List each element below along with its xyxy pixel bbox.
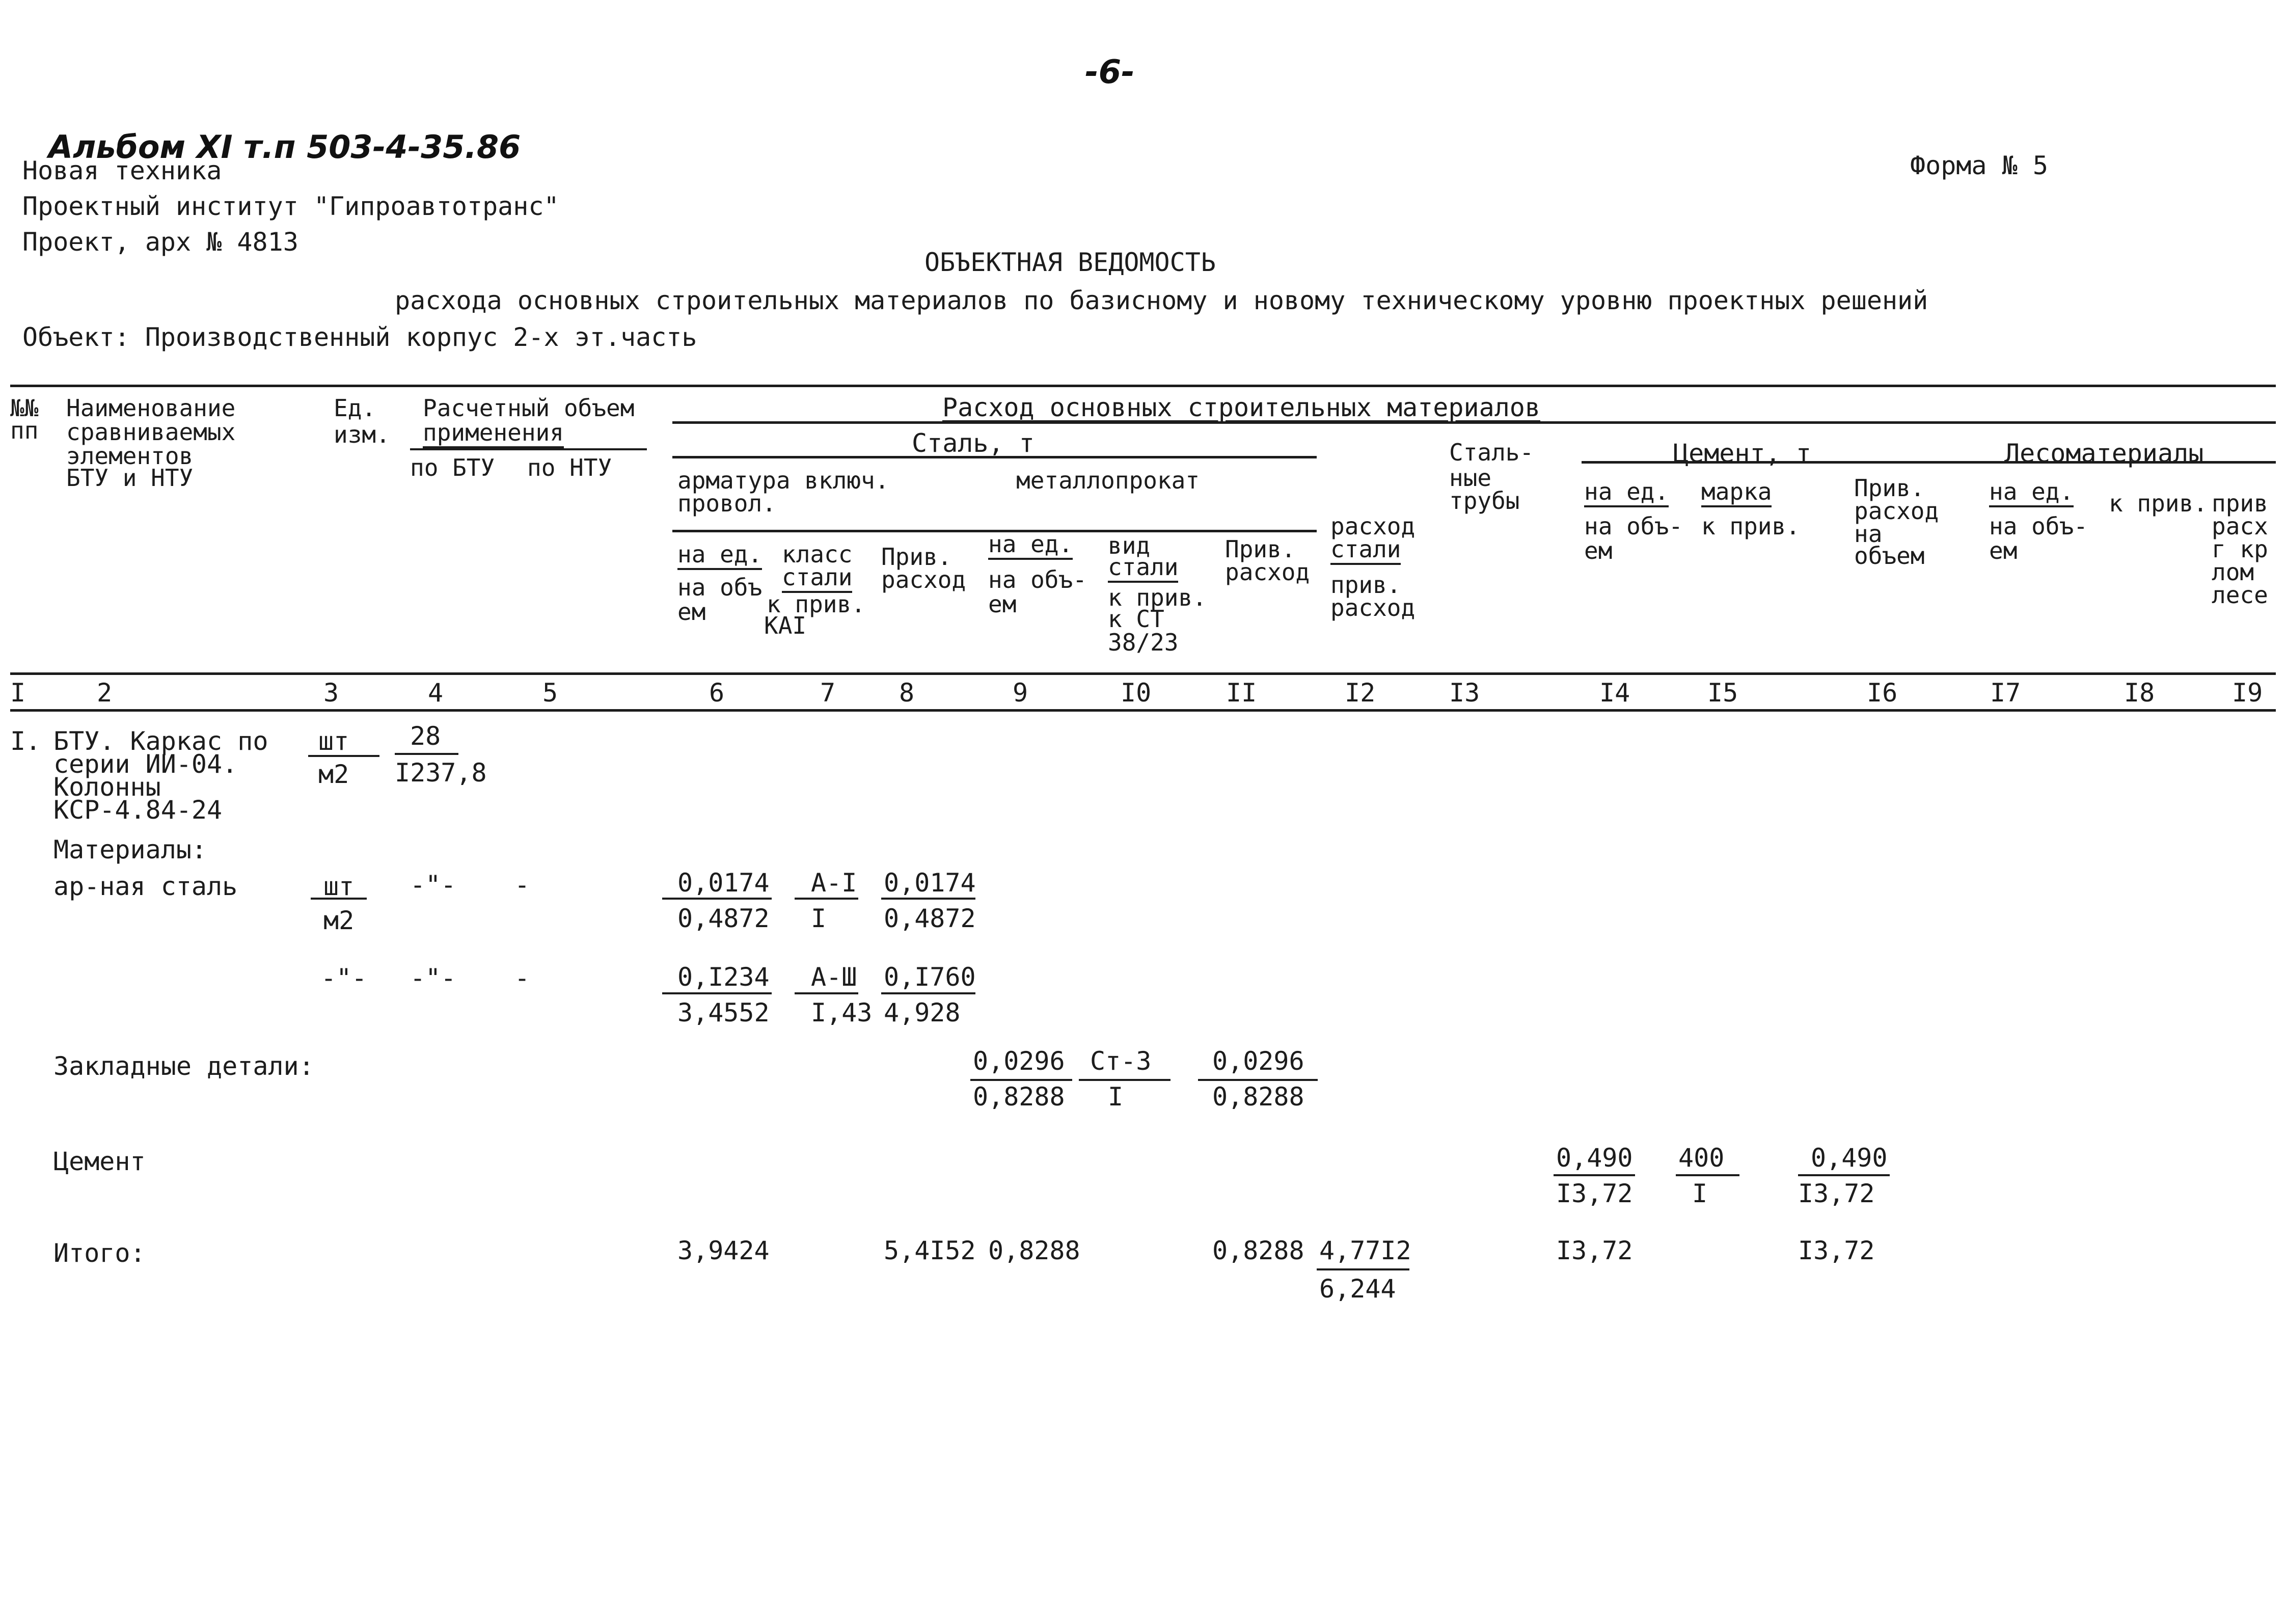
form-number: Форма № 5 xyxy=(1910,151,2048,180)
row4-col11-bottom: 0,8288 xyxy=(1212,1082,1304,1112)
les-label: Лесоматериалы xyxy=(2004,439,2204,468)
row5-col16-fraction-bar xyxy=(1798,1174,1890,1176)
col13-label-a: Сталь- xyxy=(1449,439,1534,466)
col18-label: к прив. xyxy=(2109,490,2208,517)
row3-col7-top: А-Ш xyxy=(811,962,857,992)
colnum-2: 2 xyxy=(97,678,113,708)
cement-row-label: Цемент xyxy=(53,1147,146,1176)
header-line-1: Новая техника xyxy=(22,156,222,185)
row3-col8-fraction-bar xyxy=(881,992,975,994)
colnum-1: I xyxy=(10,678,26,708)
colnum-11: II xyxy=(1226,678,1257,708)
row2-unit-bottom: м2 xyxy=(323,906,355,935)
row3-col7-fraction-bar xyxy=(795,992,858,994)
row5-col15-top: 400 xyxy=(1678,1143,1725,1173)
row4-col10-bottom: I xyxy=(1108,1082,1124,1112)
col11-label-a: Прив. xyxy=(1225,535,1296,563)
row5-col16-bottom: I3,72 xyxy=(1798,1179,1875,1208)
col10-label-d: к СТ xyxy=(1108,605,1164,633)
colnum-3: 3 xyxy=(323,678,339,708)
col14-label-b: на объ- xyxy=(1584,512,1683,540)
col6-label-a: на ед. xyxy=(677,543,762,570)
colnum-15: I5 xyxy=(1707,678,1738,708)
row4-col10-top: Ст-3 xyxy=(1090,1046,1152,1076)
row1-name-4: КСР-4.84-24 xyxy=(53,795,223,825)
row3-col7-bottom: I,43 xyxy=(811,998,873,1027)
row2-col6-fraction-bar xyxy=(662,898,772,900)
row1-unit-bottom: м2 xyxy=(318,760,349,789)
row2-col6-bottom: 0,4872 xyxy=(677,904,770,933)
col6-label-c: ем xyxy=(677,598,706,626)
materials-label: Материалы: xyxy=(53,835,207,864)
page-number: -6- xyxy=(1085,53,1135,91)
document-title: ОБЪЕКТНАЯ ВЕДОМОСТЬ xyxy=(924,248,1216,277)
colnum-bottom-rule xyxy=(10,709,2276,712)
col1-label-b: пп xyxy=(10,417,39,444)
colnum-5: 5 xyxy=(542,678,558,708)
row2-col4: -"- xyxy=(410,870,456,900)
row1-name-2: серии ИИ-04. xyxy=(53,749,238,779)
col7-label-c: к прив. xyxy=(767,590,865,618)
col9-label-a: на ед. xyxy=(988,532,1073,560)
row2-col7-fraction-bar xyxy=(795,898,858,900)
col13-label-b: ные xyxy=(1449,464,1492,492)
row2-name: ар-ная сталь xyxy=(53,872,238,901)
row1-number: I. xyxy=(10,726,41,756)
row4-col9-bottom: 0,8288 xyxy=(973,1082,1065,1112)
colnum-17: I7 xyxy=(1990,678,2021,708)
row1-volume-top: 28 xyxy=(410,721,441,751)
total-col8: 5,4I52 xyxy=(884,1236,976,1265)
row4-col11-fraction-bar xyxy=(1198,1079,1318,1081)
colnum-7: 7 xyxy=(820,678,836,708)
row1-unit-fraction-bar xyxy=(308,755,379,757)
row5-col14-bottom: I3,72 xyxy=(1556,1179,1633,1208)
colnum-18: I8 xyxy=(2124,678,2155,708)
row1-volume-fraction-bar xyxy=(395,753,458,755)
metalloprokat-label: металлопрокат xyxy=(1016,467,1200,494)
total-col12-bottom: 6,244 xyxy=(1319,1274,1396,1304)
col7-label-a: класс xyxy=(782,540,853,568)
row3-col4: -"- xyxy=(410,963,456,993)
row3-col5: - xyxy=(514,963,530,993)
handwritten-album-note: Альбом XI т.п 503-4-35.86 xyxy=(48,128,521,166)
col8-label-b: расход xyxy=(881,566,966,593)
col13-label-c: трубы xyxy=(1449,487,1520,515)
total-label: Итого: xyxy=(53,1238,146,1268)
col45-label-a: Расчетный объем xyxy=(423,394,635,422)
row2-col6-top: 0,0174 xyxy=(677,868,770,898)
col8-label-a: Прив. xyxy=(881,543,952,571)
row2-col7-top: А-I xyxy=(811,868,857,898)
embedded-parts-label: Закладные детали: xyxy=(53,1051,314,1081)
colnum-19: I9 xyxy=(2232,678,2263,708)
total-col12-top: 4,77I2 xyxy=(1319,1236,1411,1265)
col5-label: по НТУ xyxy=(527,454,612,481)
colnum-10: I0 xyxy=(1121,678,1152,708)
col16-label-b: расход xyxy=(1854,497,1939,525)
row2-unit-top: шт xyxy=(323,872,355,901)
col6-label-b: на объ xyxy=(677,574,763,601)
colnum-16: I6 xyxy=(1867,678,1898,708)
col10-label-c: к прив. xyxy=(1108,584,1207,611)
col14-label-a: на ед. xyxy=(1584,480,1669,507)
cement-label: Цемент, т xyxy=(1673,439,1811,468)
col45-rule xyxy=(410,448,647,450)
col16-label-c: на xyxy=(1854,520,1883,548)
main-materials-label: Расход основных строительных материалов xyxy=(942,393,1540,422)
row2-col5: - xyxy=(514,870,530,900)
col19-label-c: г кр xyxy=(2212,535,2268,563)
row5-col15-bottom: I xyxy=(1692,1179,1708,1208)
col2-label-a: Наименование xyxy=(66,394,236,422)
col1-label-a: №№ xyxy=(10,394,39,422)
col12-label-c: прив. xyxy=(1330,571,1401,599)
col10-label-e: 38/23 xyxy=(1108,629,1179,656)
col2-label-b: сравниваемых xyxy=(66,418,236,446)
row2-col7-bottom: I xyxy=(811,904,827,933)
col11-label-b: расход xyxy=(1225,558,1310,586)
row1-name-1: БТУ. Каркас по xyxy=(53,726,268,756)
colnum-14: I4 xyxy=(1599,678,1630,708)
row2-col8-fraction-bar xyxy=(881,898,975,900)
total-col6: 3,9424 xyxy=(677,1236,770,1265)
row3-col3: -"- xyxy=(321,963,367,993)
row2-unit-fraction-bar xyxy=(311,898,367,900)
row4-col9-top: 0,0296 xyxy=(973,1046,1065,1076)
object-line: Объект: Производственный корпус 2-х эт.часть xyxy=(22,322,697,352)
col12-label-a: расход xyxy=(1330,512,1416,540)
col17-label-a: на ед. xyxy=(1989,480,2074,507)
row4-col10-fraction-bar xyxy=(1079,1079,1171,1081)
col10-label-a: вид xyxy=(1108,532,1151,559)
row3-col6-fraction-bar xyxy=(662,992,772,994)
row5-col15-fraction-bar xyxy=(1676,1174,1739,1176)
col19-label-d: лом xyxy=(2212,558,2254,586)
colnum-8: 8 xyxy=(899,678,915,708)
row5-col16-top: 0,490 xyxy=(1811,1143,1888,1173)
row1-name-3: Колонны xyxy=(53,772,161,802)
colnum-4: 4 xyxy=(428,678,444,708)
armatura-label-a: арматура включ. xyxy=(677,467,889,494)
armatura-label-b: провол. xyxy=(677,490,776,517)
col10-label-b: стали xyxy=(1108,555,1178,583)
col15-label-b: к прив. xyxy=(1701,512,1800,540)
total-col9: 0,8288 xyxy=(988,1236,1080,1265)
col9-label-b: на объ- xyxy=(988,566,1087,593)
col2-label-c: элементов xyxy=(66,442,194,470)
row2-col8-bottom: 0,4872 xyxy=(884,904,976,933)
col17-label-c: ем xyxy=(1989,537,2018,564)
colnum-6: 6 xyxy=(709,678,725,708)
document-subtitle: расхода основных строительных материалов по базисному и новому техническому уровню проектных решений xyxy=(395,286,1928,315)
col4-label: по БТУ xyxy=(410,454,495,481)
row3-col8-top: 0,I760 xyxy=(884,962,976,992)
table-top-rule xyxy=(10,385,2276,387)
col9-label-c: ем xyxy=(988,590,1017,618)
total-col12-fraction-bar xyxy=(1317,1268,1409,1270)
row1-unit-top: шт xyxy=(318,726,349,756)
col12-label-b: стали xyxy=(1330,537,1401,565)
row4-col9-fraction-bar xyxy=(970,1079,1072,1081)
col16-label-d: объем xyxy=(1854,542,1925,570)
col17-label-b: на объ- xyxy=(1989,512,2088,540)
col19-label-b: расх xyxy=(2212,512,2268,540)
colnum-12: I2 xyxy=(1345,678,1376,708)
row2-col8-top: 0,0174 xyxy=(884,868,976,898)
col19-label-a: прив xyxy=(2212,490,2268,517)
steel-label: Сталь, т xyxy=(912,428,1035,458)
header-line-3: Проект, арх № 4813 xyxy=(22,227,298,257)
col45-label-b: применения xyxy=(423,421,564,448)
total-col16: I3,72 xyxy=(1798,1236,1875,1265)
row1-volume-bottom: I237,8 xyxy=(395,758,487,788)
row4-col11-top: 0,0296 xyxy=(1212,1046,1304,1076)
row3-col8-bottom: 4,928 xyxy=(884,998,961,1027)
col7-label-d: КАI xyxy=(764,612,807,639)
col15-label-a: марка xyxy=(1701,480,1772,507)
total-col11: 0,8288 xyxy=(1212,1236,1304,1265)
col14-label-c: ем xyxy=(1584,537,1613,564)
row3-col6-bottom: 3,4552 xyxy=(677,998,770,1027)
row5-col14-top: 0,490 xyxy=(1556,1143,1633,1173)
header-line-2: Проектный институт "Гипроавтотранс" xyxy=(22,192,559,221)
colnum-9: 9 xyxy=(1013,678,1028,708)
col3-label-a: Ед. xyxy=(334,394,376,422)
colnum-13: I3 xyxy=(1449,678,1480,708)
row3-col6-top: 0,I234 xyxy=(677,962,770,992)
col3-label-b: изм. xyxy=(334,421,390,448)
total-col14: I3,72 xyxy=(1556,1236,1633,1265)
col16-label-a: Прив. xyxy=(1854,474,1925,502)
col12-label-d: расход xyxy=(1330,594,1416,621)
col2-label-d: БТУ и НТУ xyxy=(66,464,194,492)
col19-label-e: лесе xyxy=(2212,581,2268,609)
header-bottom-rule xyxy=(10,672,2276,675)
col7-label-b: стали xyxy=(782,565,852,593)
row5-col14-fraction-bar xyxy=(1554,1174,1635,1176)
